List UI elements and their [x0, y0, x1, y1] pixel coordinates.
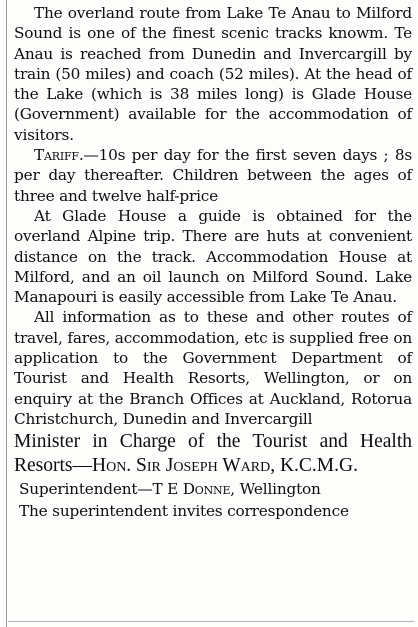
- information-paragraph: All information as to these and other routes of travel, fares, accommodation, etc is supplied free on application to the Government Department of Tourist and Health Resorts, Wellington, or on enquiry at the Branch Offices at Auckland, Rotorua Christchurch, Dunedin and Invercargill: [14, 308, 412, 428]
- tariff-text: —10s per day for the first seven days ; 8s per day thereafter. Children between the ages of three and twelve half-price: [14, 146, 412, 205]
- column-rule: [6, 0, 7, 627]
- guide-paragraph: At Glade House a guide is obtained for the overland Alpine trip. There are huts at convenient distance on the track. Accommodation House at Milford, and an oil launch on Milford Sound. Lake Manapouri is easily accessible from Lake Te Anau.: [14, 206, 412, 307]
- superintendent-name: T E Donne: [152, 480, 231, 499]
- minister-name: Hon. Sir Joseph Ward, K.C.M.G.: [92, 455, 358, 477]
- superintendent-line: [14, 479, 412, 499]
- superintendent-place: , Wellington: [230, 480, 321, 499]
- superintendent-label: Superintendent—: [19, 480, 153, 499]
- minister-title: Minister in Charge of the Tourist and Health Resorts—: [14, 431, 412, 477]
- tariff-paragraph: [14, 145, 412, 206]
- tariff-label: Tariff.: [34, 146, 84, 165]
- bottom-rule: [8, 621, 414, 622]
- route-paragraph: The overland route from Lake Te Anau to Milford Sound is one of the finest scenic tracks knowm. Te Anau is reached from Dunedin and Invercargill by train (50 miles) and coach (52 miles). At the head of the Lake (which is 38 miles long) is Glade House (Government) available for the accommodation of visitors.: [14, 4, 412, 144]
- closing-line: The superintendent invites correspondence: [19, 501, 349, 520]
- advertisement-text: [14, 3, 412, 521]
- minister-line: [14, 430, 412, 478]
